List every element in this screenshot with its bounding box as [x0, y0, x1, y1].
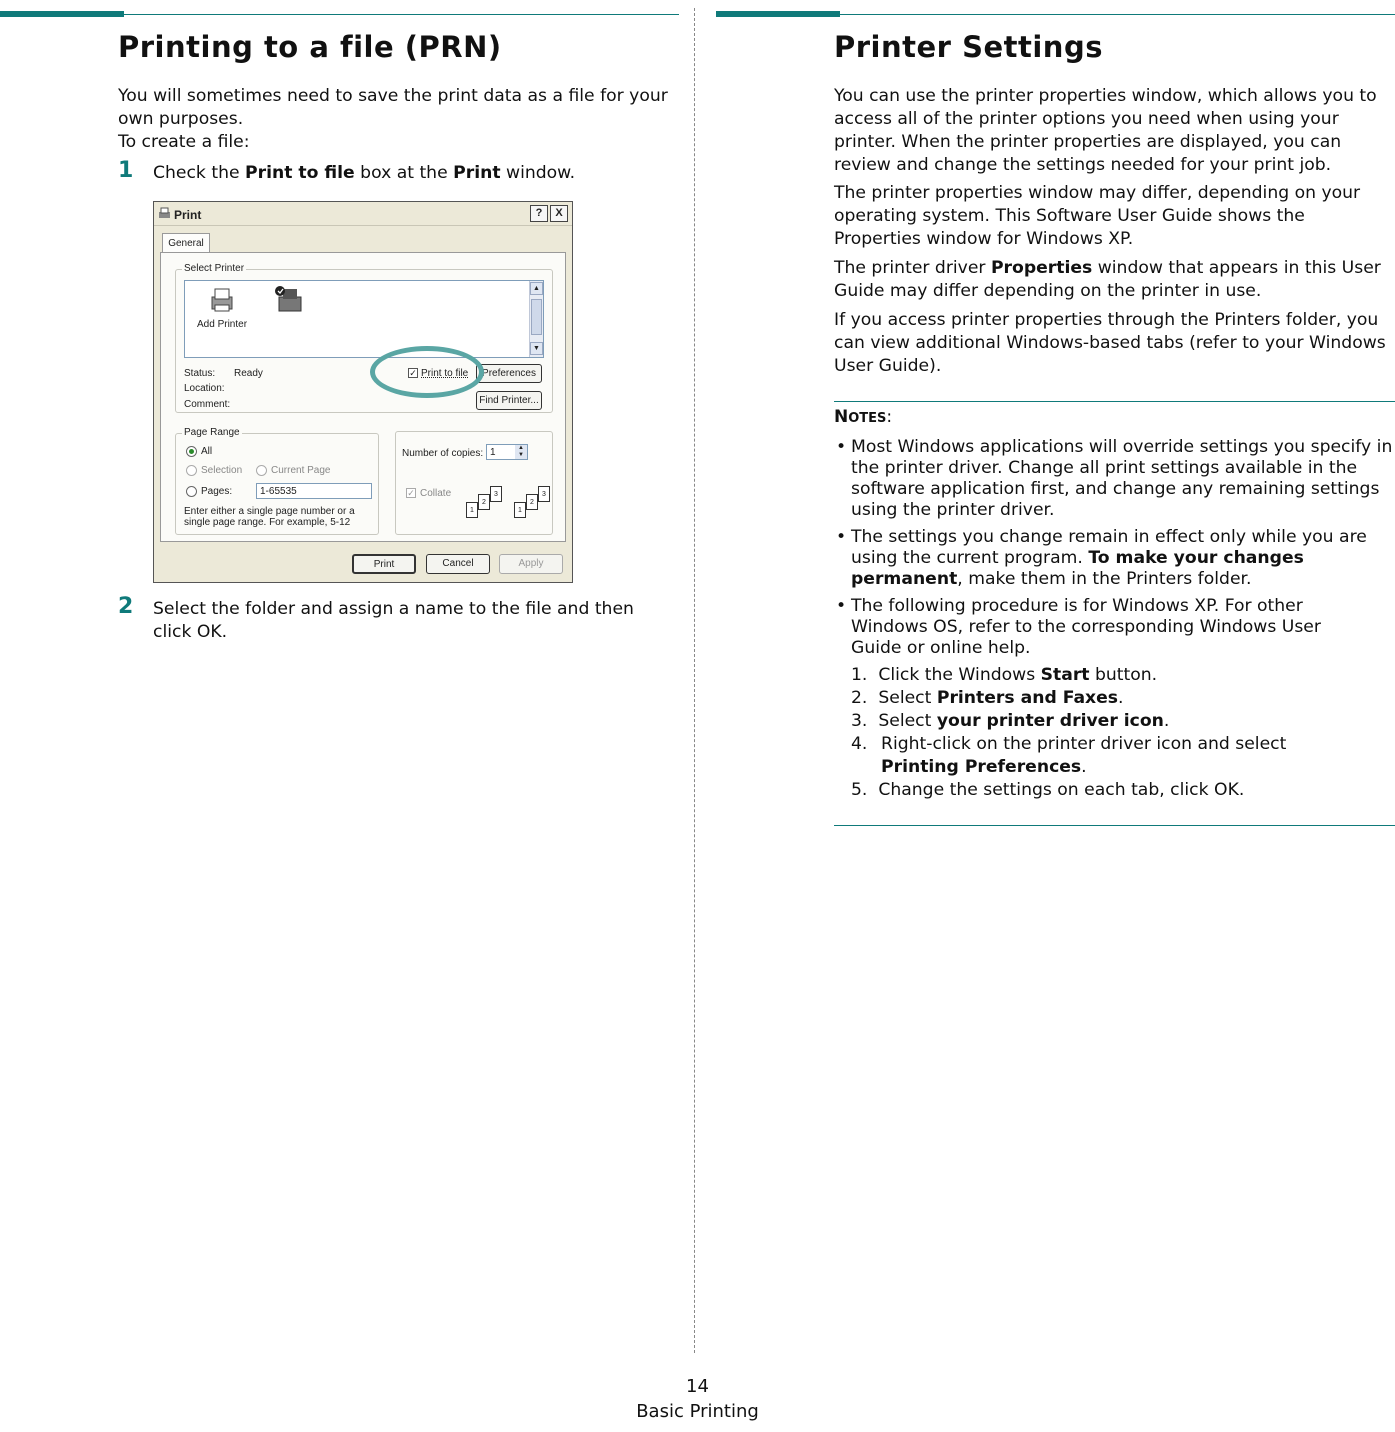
page-title-print-to-file: Printing to a file (PRN): [118, 30, 502, 64]
printer-list-scrollbar[interactable]: [529, 281, 543, 357]
scroll-up-icon[interactable]: ▲: [530, 282, 543, 295]
collate-page-icon: 1: [466, 502, 478, 518]
print-dialog: [153, 201, 573, 583]
comment-label: Comment:: [184, 399, 231, 410]
page-range-group: [175, 427, 379, 535]
notes-heading: NOTES:: [834, 407, 893, 427]
settings-paragraph-2: The printer properties window may differ, depending on your operating system. This Software User Guide shows the Properties window for Windows XP.: [834, 183, 1361, 249]
location-label: Location:: [184, 383, 225, 394]
bullet-mark: •: [836, 437, 847, 457]
preferences-button[interactable]: Preferences: [476, 364, 542, 383]
collate-label[interactable]: Collate: [420, 488, 452, 499]
left-header-accent-bar: [0, 11, 124, 17]
status-value: Ready: [234, 368, 263, 379]
print-to-file-highlight: [370, 346, 484, 398]
collate-page-icon: 3: [538, 486, 550, 502]
pages-radio[interactable]: [186, 486, 197, 497]
printer-list[interactable]: [184, 280, 544, 358]
printer-icon: [158, 207, 171, 220]
step-1-number: 1: [118, 158, 134, 183]
scroll-down-icon[interactable]: ▼: [530, 342, 543, 355]
print-button[interactable]: Print: [352, 554, 416, 574]
tab-general[interactable]: General: [162, 233, 210, 253]
intro-paragraph: You will sometimes need to save the print data as a file for your own purposes.: [118, 86, 668, 129]
help-button[interactable]: ?: [530, 205, 548, 222]
step-2-number: 2: [118, 594, 134, 619]
procedure-step-4-num: 4.: [851, 734, 868, 754]
add-printer-icon[interactable]: [209, 287, 235, 315]
bullet-mark: •: [836, 527, 847, 547]
footer-section-title: Basic Printing: [636, 1401, 759, 1422]
left-header-rule: [124, 14, 679, 15]
right-header-accent-bar: [716, 11, 840, 17]
general-panel: [160, 252, 566, 542]
collate-page-icon: 3: [490, 486, 502, 502]
copies-label: Number of copies:: [402, 448, 484, 459]
cancel-button[interactable]: Cancel: [426, 554, 490, 574]
collate-page-icon: 1: [514, 502, 526, 518]
copies-stepper[interactable]: ▲ ▼: [515, 445, 527, 459]
step-1-text: Check the Print to file box at the Print window.: [153, 163, 576, 183]
bullet-mark: •: [836, 596, 847, 616]
column-divider: [694, 8, 695, 1353]
collate-page-icon: 2: [478, 494, 490, 510]
collate-checkbox[interactable]: ✓: [407, 488, 415, 498]
default-printer-icon[interactable]: [273, 285, 305, 317]
page-range-label: Page Range: [184, 427, 240, 438]
copies-group: [395, 431, 553, 535]
procedure-step-2: 2. Select Printers and Faxes.: [851, 688, 1124, 708]
collate-page-icon: 2: [526, 494, 538, 510]
pages-input[interactable]: 1-65535: [256, 483, 372, 499]
select-printer-label: Select Printer: [184, 263, 245, 274]
current-page-label[interactable]: Current Page: [271, 465, 331, 476]
to-create-label: To create a file:: [118, 132, 250, 152]
note-bullet-2: The settings you change remain in effect only while you are using the current program. To make your changes permanent, make them in the Printers folder.: [851, 527, 1367, 589]
notes-top-rule: [834, 401, 1395, 402]
range-hint: Enter either a single page number or a single page range. For example, 5-12: [184, 506, 355, 528]
note-bullet-1: Most Windows applications will override settings you specify in the printer driver. Change all print settings available in the software application first, and change any remaining settings using the printer driver.: [851, 437, 1393, 520]
note-bullet-3: The following procedure is for Windows XP. For other Windows OS, refer to the corresponding Windows User Guide or online help.: [851, 596, 1321, 658]
copies-input[interactable]: 1 ▲ ▼: [486, 444, 528, 460]
selection-label[interactable]: Selection: [201, 465, 243, 476]
find-printer-button[interactable]: Find Printer...: [476, 391, 542, 410]
print-to-file-label[interactable]: Print to file: [421, 368, 469, 379]
procedure-step-4: Right-click on the printer driver icon and select Printing Preferences.: [881, 734, 1287, 777]
pages-label[interactable]: Pages:: [201, 486, 233, 497]
notes-bottom-rule: [834, 825, 1395, 826]
all-radio[interactable]: [186, 446, 197, 457]
print-to-file-checkbox[interactable]: ✓: [409, 368, 417, 378]
status-label: Status:: [184, 368, 216, 379]
add-printer-label[interactable]: Add Printer: [197, 319, 248, 330]
apply-button[interactable]: Apply: [499, 554, 563, 574]
settings-paragraph-4: If you access printer properties through the Printers folder, you can view additional Windows-based tabs (refer to your Windows User Guide).: [834, 310, 1386, 376]
select-printer-group: [175, 263, 553, 413]
dialog-titlebar: [154, 202, 572, 226]
procedure-step-1: 1. Click the Windows Start button.: [851, 665, 1158, 685]
selection-radio[interactable]: [186, 465, 197, 476]
step-2-text: Select the folder and assign a name to the file and then click OK.: [153, 599, 634, 642]
page-title-printer-settings: Printer Settings: [834, 30, 1103, 64]
procedure-step-3: 3. Select your printer driver icon.: [851, 711, 1170, 731]
procedure-step-5: 5. Change the settings on each tab, click OK.: [851, 780, 1245, 800]
settings-paragraph-3: The printer driver Properties window that appears in this User Guide may differ depending on the printer in use.: [834, 258, 1381, 301]
settings-paragraph-1: You can use the printer properties window, which allows you to access all of the printer options you need when using your printer. When the printer properties are displayed, you can review and change the settings needed for your print job.: [834, 86, 1377, 175]
all-label[interactable]: All: [201, 446, 213, 457]
close-button[interactable]: X: [550, 205, 568, 222]
current-page-radio[interactable]: [256, 465, 267, 476]
right-header-rule: [840, 14, 1395, 15]
page-number: 14: [686, 1376, 709, 1397]
dialog-title: Print: [174, 208, 202, 222]
